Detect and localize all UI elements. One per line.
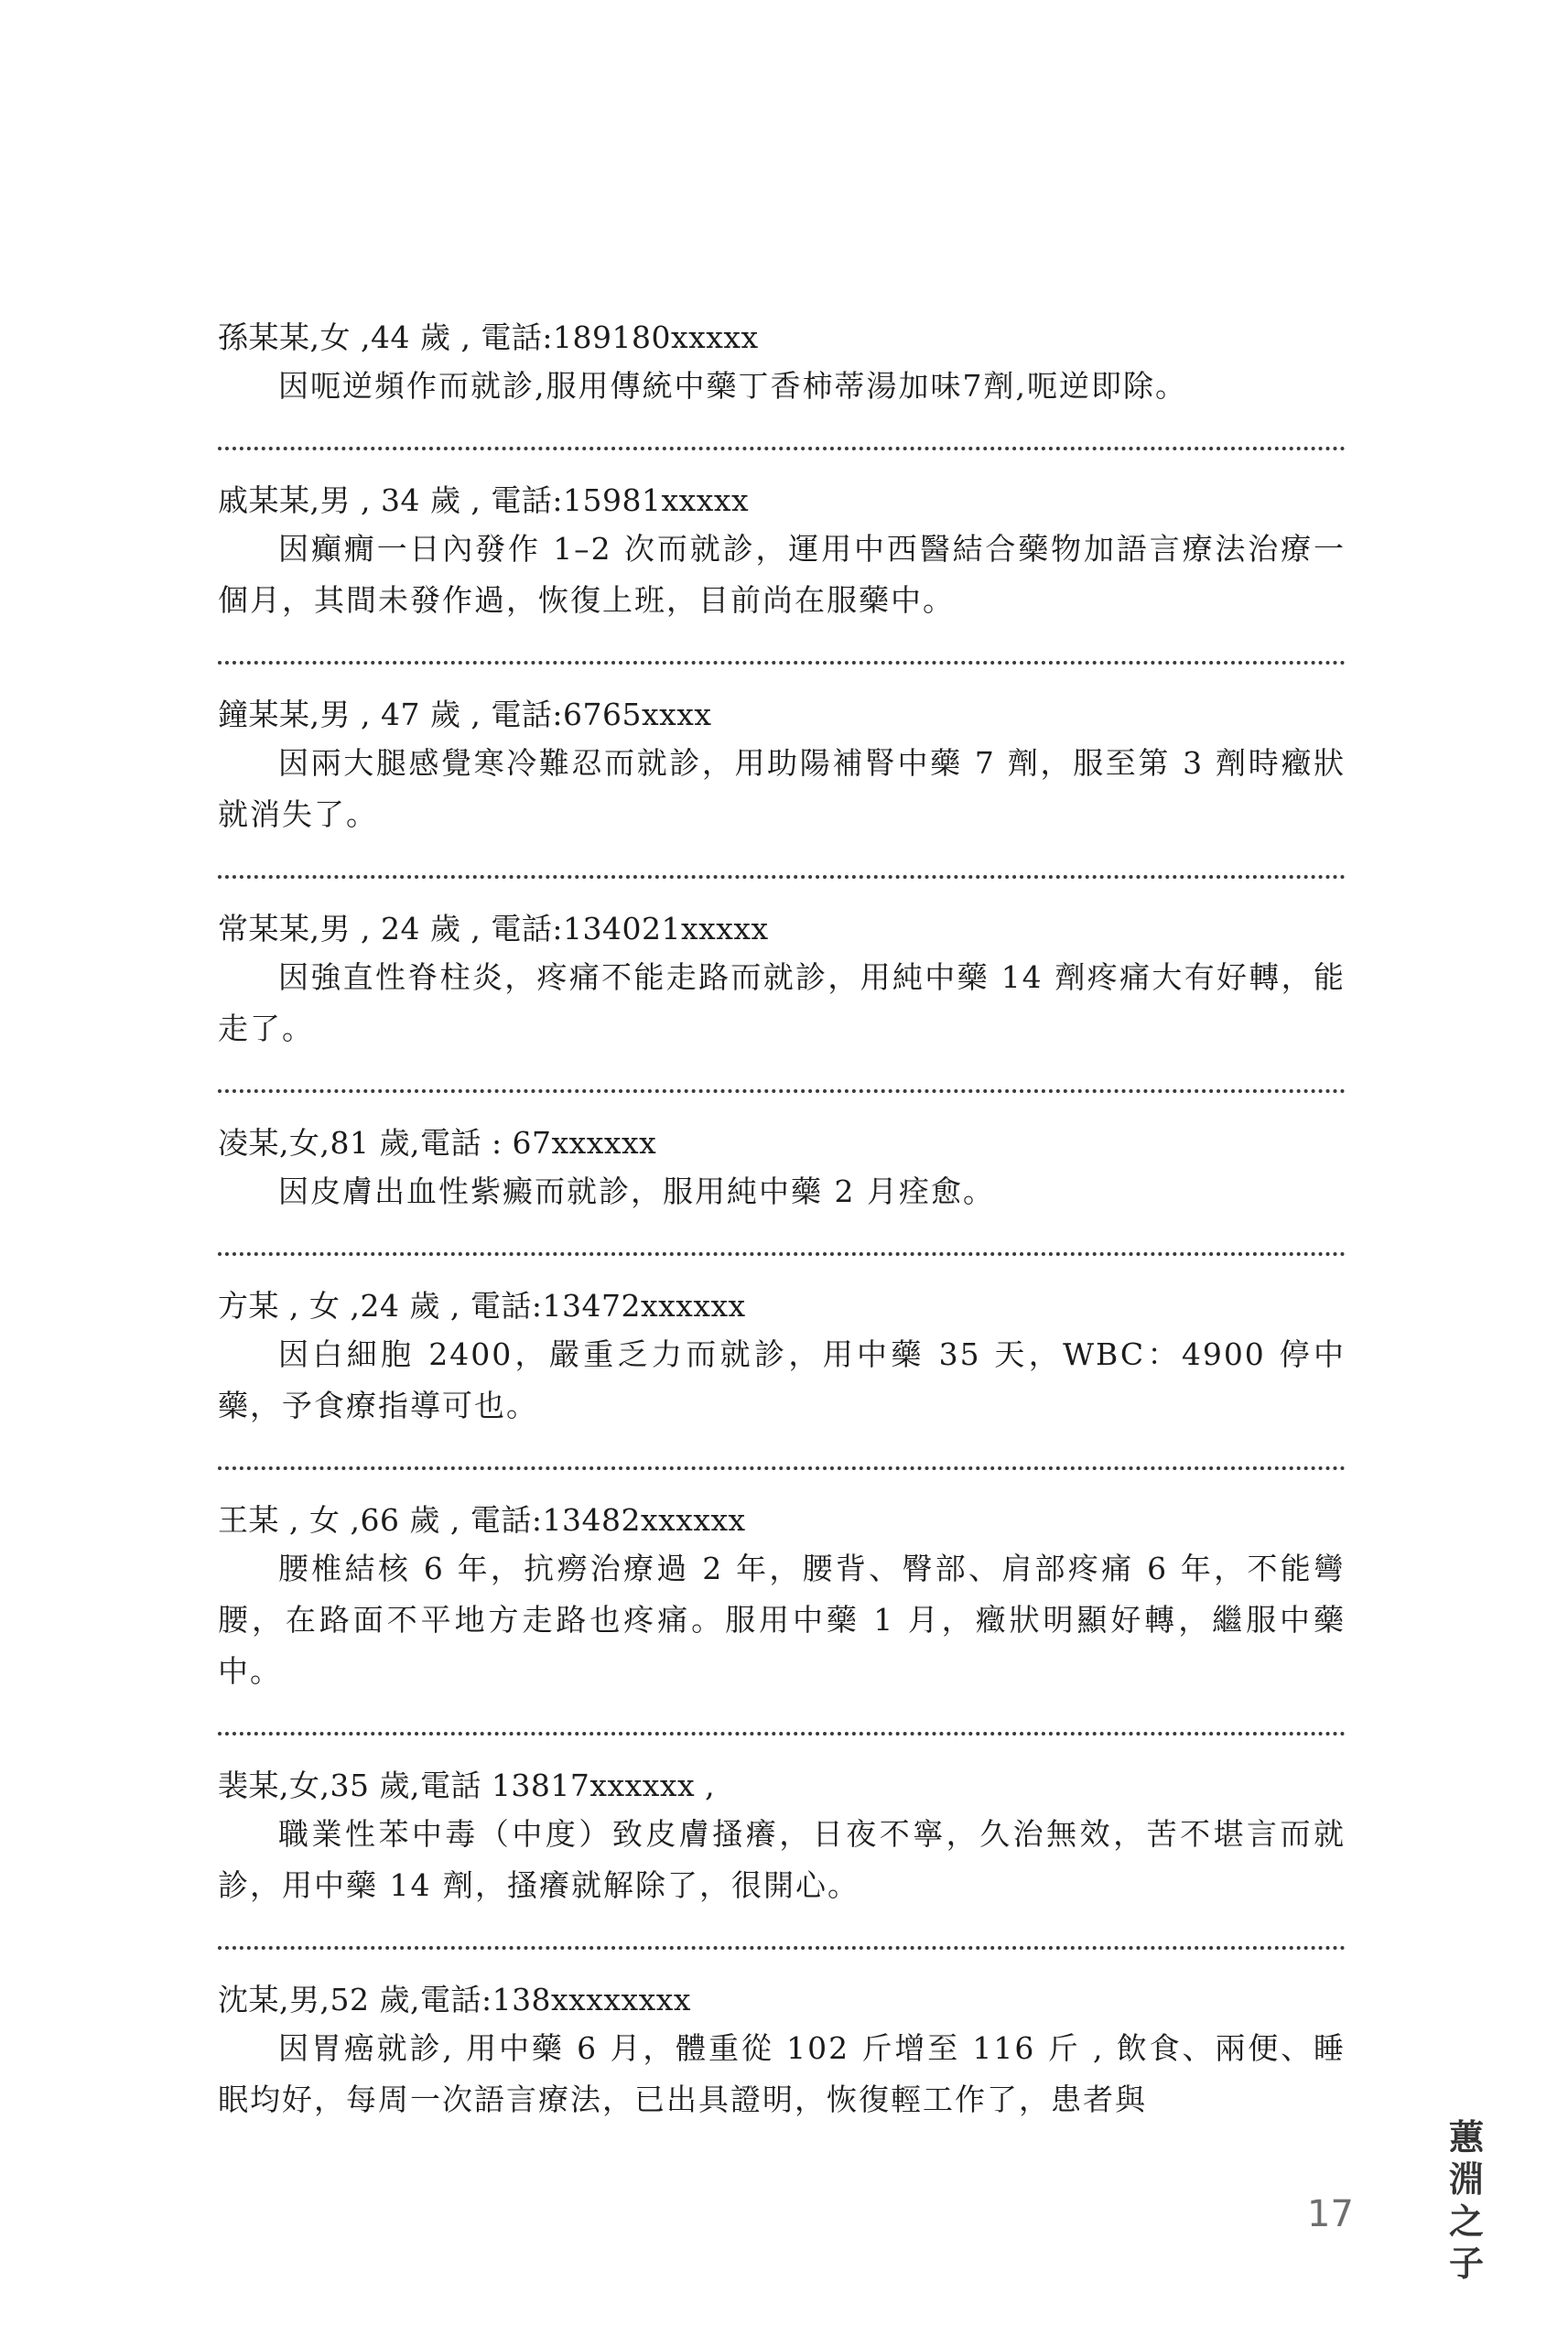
- dotted-divider: [218, 875, 1346, 879]
- case-header: 鐘某某,男 , 47 歲 , 電話:6765xxxx: [218, 697, 712, 732]
- case-description: 因皮膚出血性紫癜而就診，服用純中藥 2 月痊愈。: [278, 1173, 995, 1209]
- dotted-divider: [218, 661, 1346, 665]
- case-header: 孫某某,女 ,44 歲 , 電話:189180xxxxx: [218, 319, 759, 355]
- case-entry: [218, 692, 1346, 840]
- dotted-divider: [218, 1732, 1346, 1736]
- case-entry: [218, 1977, 1346, 2125]
- case-description: 因兩大腿感覺寒冷難忍而就診，用助陽補腎中藥 7 劑，服至第 3 劑時癥狀就消失了。: [218, 745, 1346, 832]
- case-description: 腰椎結核 6 年，抗癆治療過 2 年，腰背、臀部、肩部疼痛 6 年，不能彎腰，在路面不平地方走路也疼痛。服用中藥 1 月，癥狀明顯好轉，繼服中藥中。: [218, 1551, 1346, 1689]
- case-description: 職業性苯中毒（中度）致皮膚搔癢，日夜不寧，久治無效，苦不堪言而就診，用中藥 14 劑，搔癢就解除了，很開心。: [218, 1816, 1346, 1903]
- case-entry: [218, 1763, 1346, 1911]
- case-entry: [218, 315, 1346, 412]
- case-header: 王某 , 女 ,66 歲 , 電話:13482xxxxxx: [218, 1502, 746, 1538]
- dotted-divider: [218, 1946, 1346, 1950]
- book-title-vertical: 蕙淵之子: [1448, 2117, 1484, 2284]
- dotted-divider: [218, 1466, 1346, 1470]
- case-entry: [218, 1283, 1346, 1432]
- case-header: 凌某,女,81 歲,電話 : 67xxxxxx: [218, 1125, 657, 1161]
- case-description: 因呃逆頻作而就診,服用傳統中藥丁香柿蒂湯加味7劑,呃逆即除。: [278, 368, 1187, 404]
- case-entry: [218, 1120, 1346, 1217]
- case-description: 因強直性脊柱炎，疼痛不能走路而就診，用純中藥 14 劑疼痛大有好轉，能走了。: [218, 959, 1346, 1046]
- case-header: 沈某,男,52 歲,電話:138xxxxxxxx: [218, 1982, 691, 2017]
- case-entry: [218, 906, 1346, 1054]
- dotted-divider: [218, 1089, 1346, 1093]
- case-header: 裴某,女,35 歲,電話 13817xxxxxx ,: [218, 1768, 716, 1803]
- dotted-divider: [218, 1252, 1346, 1256]
- case-header: 戚某某,男 , 34 歲 , 電話:15981xxxxx: [218, 482, 750, 518]
- case-header: 常某某,男 , 24 歲 , 電話:134021xxxxx: [218, 911, 769, 946]
- dotted-divider: [218, 447, 1346, 450]
- case-description: 因癲癇一日內發作 1–2 次而就診，運用中西醫結合藥物加語言療法治療一個月，其間未發作過，恢復上班，目前尚在服藥中。: [218, 531, 1346, 618]
- entries-list: [218, 315, 1346, 2125]
- case-entry: [218, 1498, 1346, 1697]
- case-header: 方某 , 女 ,24 歲 , 電話:13472xxxxxx: [218, 1288, 746, 1324]
- case-entry: [218, 478, 1346, 626]
- case-description: 因胃癌就診, 用中藥 6 月，體重從 102 斤增至 116 斤 , 飲食、兩便、睡眠均好，每周一次語言療法，已出具證明，恢復輕工作了，患者與: [218, 2030, 1346, 2117]
- page-number: 17: [1307, 2193, 1354, 2235]
- case-description: 因白細胞 2400，嚴重乏力而就診，用中藥 35 天，WBC：4900 停中藥，予食療指導可也。: [218, 1336, 1346, 1423]
